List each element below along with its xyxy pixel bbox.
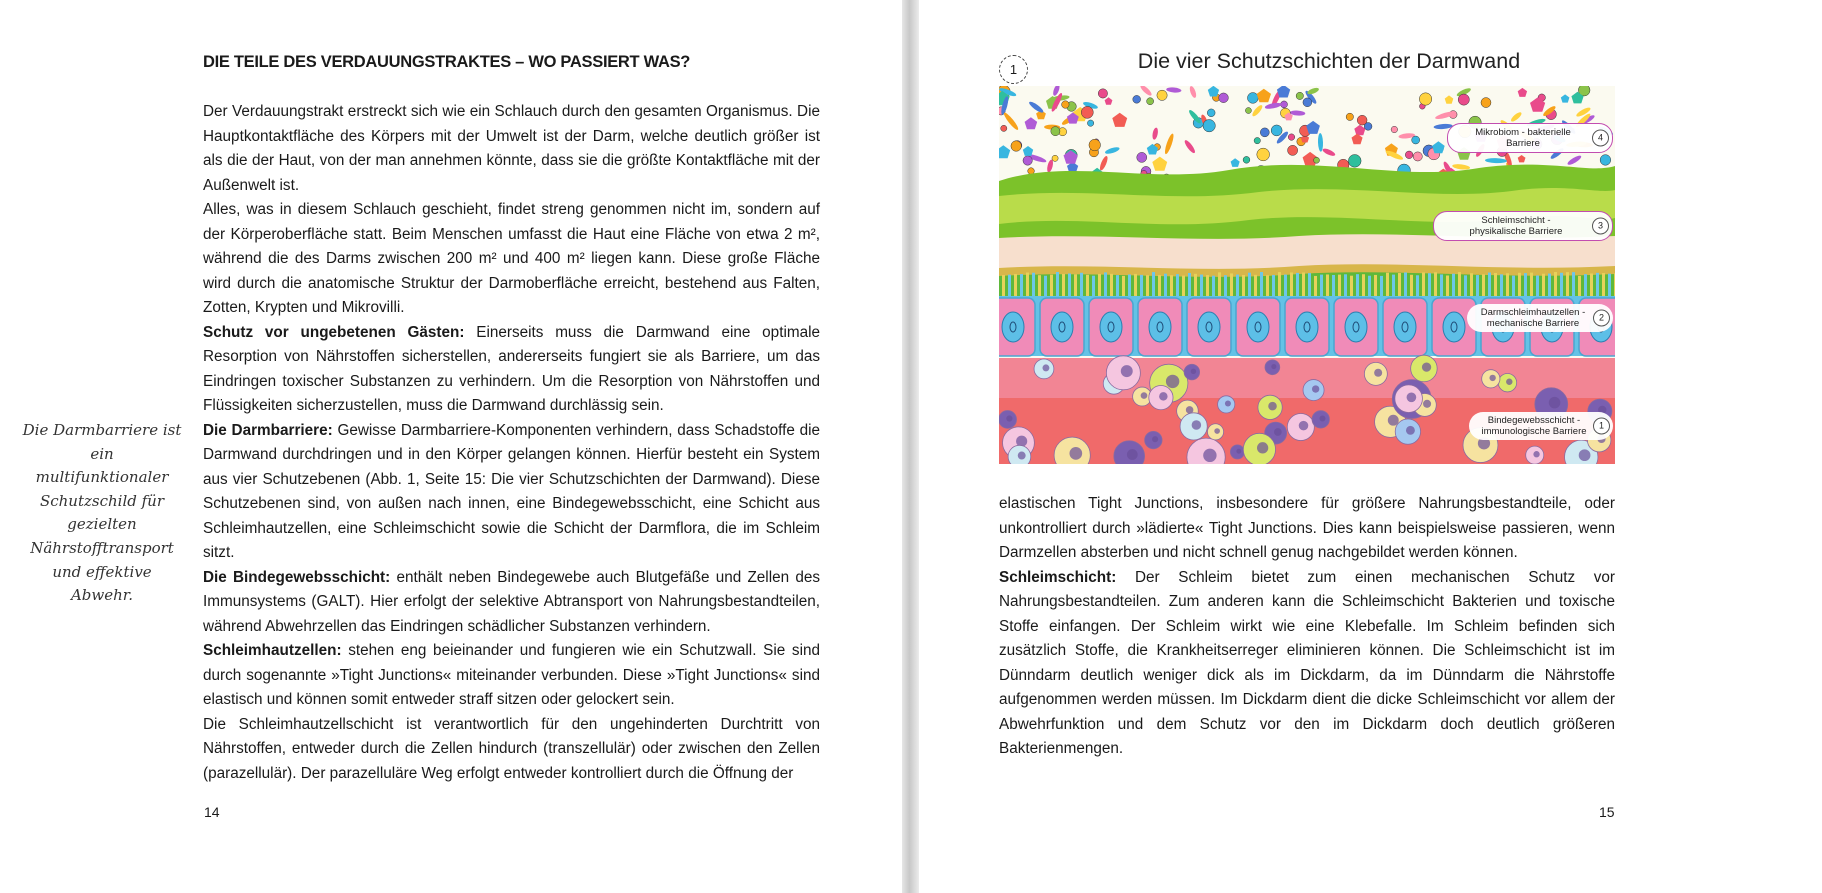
immune-cell-nucleus bbox=[1166, 375, 1179, 388]
paragraph-surface: Alles, was in diesem Schlauch geschieht, findet streng genommen nicht im, sondern auf der Körperoberfläche statt. Beim Menschen umfasst die Haut eine Fläche von etwa 2 m², während die des Darms zwischen 200 m² und 400 m² liegen kann. Diese große Fläche wird durch die anatomische Struktur der Darmoberfläche erreicht, bestehend aus Falten, Zotten, Krypten und Mikrovilli. bbox=[203, 201, 820, 316]
microvillus bbox=[1188, 273, 1191, 299]
bacterium-coccus bbox=[1245, 108, 1251, 114]
microvillus bbox=[1506, 273, 1509, 299]
bacterium-coccus bbox=[1346, 113, 1353, 120]
label-microbiome bbox=[1447, 123, 1613, 153]
bacterium-coccus bbox=[1081, 106, 1093, 118]
immune-cell-nucleus bbox=[1422, 362, 1431, 371]
label-mucosa-cells bbox=[1467, 304, 1613, 332]
bacterium-coccus bbox=[1413, 152, 1422, 161]
label-mucosa-line2: mechanische Barriere bbox=[1486, 318, 1580, 329]
microvillus bbox=[1290, 272, 1293, 298]
immune-cell-nucleus bbox=[1121, 365, 1133, 377]
immune-cell-nucleus bbox=[1203, 449, 1216, 462]
label-mucus-line2: physikalische Barriere bbox=[1469, 226, 1563, 237]
paragraph-mucosa-cells-text: stehen eng beieinander und fungieren wie ein Schutzwall. Sie sind durch sogenannte »Tight Junctions« miteinander verbunden. Diese »Tight Junctions« sind elastisch und können somit entweder straff sitzen oder gelockert sein. bbox=[203, 642, 820, 708]
microvillus bbox=[1194, 274, 1197, 300]
paragraph-mucosa-cells-lead: Schleimhautzellen: bbox=[203, 642, 342, 659]
microvillus bbox=[1494, 273, 1497, 299]
label-microbiome-number: 4 bbox=[1592, 130, 1609, 147]
microvillus bbox=[1554, 272, 1557, 298]
right-page bbox=[919, 0, 1822, 893]
paragraph-barrier bbox=[203, 419, 820, 566]
microvillus bbox=[1152, 272, 1155, 298]
figure-title: Die vier Schutzschichten der Darmwand bbox=[1137, 49, 1521, 73]
right-body-text bbox=[999, 492, 1615, 762]
margin-note: Die Darmbarriere ist ein multifunktionaler Schutzschild für gezielten Nährstofftransport und effektive Abwehr. bbox=[22, 421, 182, 605]
bacterium-coccus bbox=[1219, 93, 1229, 103]
microvillus bbox=[1032, 273, 1035, 299]
label-tissue-line1: Bindegewebsschicht - bbox=[1487, 415, 1581, 426]
immune-cell-nucleus bbox=[1274, 428, 1282, 436]
paragraph-intro: Der Verdauungstrakt erstreckt sich wie ein Schlauch durch den gesamten Organismus. Die Hauptkontaktfläche des Körpers mit der Umwelt ist der Darm, welche deutlich größer ist als die der Haut, von der man annehmen könnte, dass sie die größte Kontaktfläche mit der Außenwelt ist. bbox=[203, 103, 820, 194]
immune-cell-nucleus bbox=[1388, 415, 1399, 426]
bacterium-coccus bbox=[1001, 125, 1007, 131]
immune-cell-nucleus bbox=[1268, 402, 1277, 411]
bacterium-coccus bbox=[1011, 141, 1022, 152]
label-mucus-line1: Schleimschicht - bbox=[1481, 215, 1551, 226]
bacterium-coccus bbox=[1296, 92, 1303, 99]
bacterium-coccus bbox=[1419, 93, 1431, 105]
microvillus bbox=[1278, 272, 1281, 298]
immune-cell-nucleus bbox=[1236, 449, 1241, 454]
cell-nucleus bbox=[1296, 312, 1318, 342]
cell-nucleus bbox=[1002, 312, 1024, 342]
microvillus bbox=[1080, 273, 1083, 299]
bacterium-coccus bbox=[1137, 152, 1147, 162]
paragraph-connective-tissue bbox=[203, 566, 820, 640]
bacterium-coccus bbox=[1405, 151, 1413, 159]
paragraph-connective-tissue-text: enthält neben Bindegewebe auch Blutgefäße und Zellen des Immunsystems (GALT). Hier erfolgt der selektive Abtransport von Nahrungsbestandteilen, während Abwehrzellen das Eindringen schädlicher Substanzen verhindern. bbox=[203, 568, 820, 635]
microvillus bbox=[1218, 272, 1221, 298]
bacterium-coccus bbox=[1288, 145, 1298, 155]
microvillus bbox=[1590, 273, 1593, 299]
microvillus bbox=[1104, 272, 1107, 298]
label-mucus-layer bbox=[1433, 211, 1613, 241]
label-connective-tissue bbox=[1469, 412, 1613, 440]
paragraph-protection-text: Einerseits muss die Darmwand eine optimale Resorption von Nährstoffen sicherstellen, andererseits fungiert sie als Barriere, um das Eindringen toxischer Substanzen zu verhindern. Um die Resorption von Nährstoffen und Flüssigkeiten sicherzustellen, muss die Darmwand durchlässig sein. bbox=[203, 323, 820, 414]
bacterium-coccus bbox=[1098, 89, 1107, 98]
immune-cell-nucleus bbox=[1579, 449, 1591, 461]
paragraph-barrier-text: Gewisse Darmbarriere-Komponenten verhindern, dass Schadstoffe die Darmwand durchdringen und in den Körper gelangen können. Hierfür besteht ein System aus vier Schutzebenen (Abb. 1, Seite 15: Die vier Schutzschichten der Darmwand). Diese Schutzebenen sind, von außen nach innen, eine Bindegewebsschicht, eine Schicht aus Schleimhautzellen, eine Schleimschicht sowie die Schicht der Darmflora, die im Schleim sitzt. bbox=[203, 421, 820, 561]
microvillus bbox=[1560, 273, 1563, 299]
microvillus bbox=[1452, 274, 1455, 300]
immune-cell-nucleus bbox=[1407, 392, 1417, 402]
paragraph-mucosa-cells bbox=[203, 639, 820, 713]
bacterium-coccus bbox=[1243, 156, 1250, 163]
book-gutter bbox=[902, 0, 919, 893]
bacterium-coccus bbox=[1281, 101, 1288, 108]
bacterium-coccus bbox=[1157, 90, 1167, 100]
microvillus bbox=[1434, 272, 1437, 298]
microvillus bbox=[1458, 272, 1461, 298]
immune-cell-nucleus bbox=[1489, 375, 1495, 381]
microvillus bbox=[1488, 273, 1491, 299]
immune-cell-nucleus bbox=[1319, 415, 1325, 421]
immune-cell-nucleus bbox=[1312, 385, 1319, 392]
immune-cell-nucleus bbox=[1214, 428, 1220, 434]
immune-cell-nucleus bbox=[1374, 369, 1382, 377]
page-number-right: 15 bbox=[1599, 804, 1615, 820]
microvillus bbox=[1164, 274, 1167, 300]
paragraph-transport: Die Schleimhautzellschicht ist verantwortlich für den ungehinderten Durchtritt von Nährstoffen, entweder durch die Zellen hindurch (transzellulär) oder zwischen den Zellen (parazellulär). Der parazelluläre Weg erfolgt entweder kontrolliert durch die Öffnung der bbox=[203, 715, 820, 782]
bacterium-coccus bbox=[1052, 155, 1058, 161]
bacterium-coccus bbox=[1600, 155, 1611, 166]
paragraph-protection-lead: Schutz vor ungebetenen Gästen: bbox=[203, 323, 465, 341]
immune-cell-nucleus bbox=[1423, 400, 1431, 408]
bacterium-coccus bbox=[1089, 139, 1101, 151]
bacterium-coccus bbox=[1260, 128, 1269, 137]
bacterium-coccus bbox=[1348, 154, 1361, 167]
paragraph-protection bbox=[203, 321, 820, 419]
intestinal-wall-figure bbox=[999, 86, 1615, 464]
bacterium-coccus bbox=[1357, 115, 1367, 125]
paragraph-connective-tissue-lead: Die Bindegewebsschicht: bbox=[203, 568, 391, 586]
bacterium-coccus bbox=[1314, 157, 1320, 163]
bacterium-coccus bbox=[1254, 137, 1260, 143]
microvillus bbox=[1248, 273, 1251, 299]
paragraph-barrier-lead: Die Darmbarriere: bbox=[203, 421, 333, 439]
microvillus bbox=[1548, 274, 1551, 300]
microvillus bbox=[1566, 272, 1569, 298]
bacterium-coccus bbox=[1271, 125, 1282, 136]
microvillus bbox=[1386, 273, 1389, 299]
bacterium-coccus bbox=[1133, 95, 1141, 103]
microvillus bbox=[1602, 273, 1605, 299]
cell-nucleus bbox=[1198, 312, 1220, 342]
paragraph-tight-junctions: elastischen Tight Junctions, insbesondere für größere Nahrungsbestandteile, oder unkontrolliert durch »lädierte« Tight Junctions. Dies kann beispielsweise passieren, wenn Darmzellen absterben und nicht schnell genug nachgebildet werden können. bbox=[999, 495, 1615, 561]
immune-cell-nucleus bbox=[1042, 364, 1049, 371]
microvillus bbox=[1572, 272, 1575, 298]
immune-cell-nucleus bbox=[1533, 451, 1539, 457]
microvillus bbox=[1110, 274, 1113, 300]
microvillus bbox=[1398, 273, 1401, 299]
microvillus bbox=[1596, 273, 1599, 299]
bacterium-coccus bbox=[1203, 120, 1215, 132]
bacterium-coccus bbox=[1481, 98, 1491, 108]
microvillus bbox=[1518, 273, 1521, 299]
paragraph-mucus-lead: Schleimschicht: bbox=[999, 568, 1117, 586]
microvillus bbox=[1068, 273, 1071, 299]
cell-nucleus bbox=[1394, 312, 1416, 342]
label-tissue-line2: immunologische Barriere bbox=[1481, 426, 1587, 437]
bacterium-coccus bbox=[1147, 98, 1154, 105]
section-heading: DIE TEILE DES VERDAUUNGSTRAKTES – WO PASSIERT WAS? bbox=[203, 53, 691, 71]
microvillus bbox=[1404, 272, 1407, 298]
bacterium-coccus bbox=[1257, 148, 1270, 161]
immune-cell-nucleus bbox=[1225, 401, 1231, 407]
cell-nucleus bbox=[1149, 312, 1171, 342]
microvillus bbox=[1524, 273, 1527, 299]
paragraph-mucus bbox=[999, 566, 1615, 762]
bacterium-coccus bbox=[1391, 126, 1397, 132]
left-body-text bbox=[203, 100, 820, 786]
cell-nucleus bbox=[1247, 312, 1269, 342]
bacterium-coccus bbox=[1207, 109, 1215, 117]
bacterium-coccus bbox=[1062, 101, 1070, 109]
bacterium-coccus bbox=[1303, 98, 1312, 107]
microvillus bbox=[1470, 273, 1473, 299]
immune-cell-nucleus bbox=[1006, 415, 1012, 421]
bacterium-coccus bbox=[1288, 134, 1294, 140]
immune-cell-nucleus bbox=[1069, 447, 1082, 460]
immune-cell-nucleus bbox=[1152, 436, 1158, 442]
microvillus bbox=[1260, 272, 1263, 298]
microvillus bbox=[1056, 272, 1059, 298]
microvillus bbox=[1302, 272, 1305, 298]
microvillus bbox=[1614, 273, 1615, 299]
immune-cell-nucleus bbox=[1018, 452, 1026, 460]
immune-cell-nucleus bbox=[1271, 364, 1276, 369]
figure-number-badge: 1 bbox=[999, 55, 1028, 84]
bacterium-coccus bbox=[1087, 120, 1093, 126]
bacterium-coccus bbox=[1458, 94, 1469, 105]
microvillus bbox=[1026, 273, 1029, 299]
microvillus bbox=[1608, 274, 1611, 300]
microvillus bbox=[1428, 273, 1431, 299]
label-mucus-number: 3 bbox=[1592, 218, 1609, 235]
immune-cell-nucleus bbox=[1506, 379, 1512, 385]
immune-cell-nucleus bbox=[1257, 442, 1268, 453]
microvillus bbox=[1230, 273, 1233, 299]
immune-cell-nucleus bbox=[1127, 449, 1138, 460]
label-mucosa-line1: Darmschleimhautzellen - bbox=[1480, 307, 1586, 318]
page-number-left: 14 bbox=[204, 804, 220, 820]
bacterium-coccus bbox=[1023, 156, 1032, 165]
microvillus bbox=[1308, 273, 1311, 299]
cell-nucleus bbox=[1345, 312, 1367, 342]
cell-nucleus bbox=[1051, 312, 1073, 342]
microvillus bbox=[1422, 272, 1425, 298]
cell-nucleus bbox=[1443, 312, 1465, 342]
label-mucosa-number: 2 bbox=[1593, 310, 1610, 327]
immune-cell-nucleus bbox=[1192, 420, 1202, 430]
bacterium-coccus bbox=[1051, 127, 1060, 136]
immune-cell-nucleus bbox=[1141, 392, 1148, 399]
paragraph-mucus-text: Der Schleim bietet zum einen mechanischen Schutz vor Nahrungsbestandteilen. Zum anderen kann die Schleimschicht Bakterien und toxische Stoffe einfangen. Der Schleim wirkt wie eine Klebefalle. Im Schleim befinden sich zusätzlich Stoffe, die Krankheitserreger eliminieren können. Die Schleimschicht ist im Dünndarm deutlich weniger dick als im Dickdarm, da im Dünndarm die Nährstoffe aufgenommen werden müssen. Im Dickdarm dient die dicke Schleimschicht vor allem der Abwehrfunktion und dem Schutz vor den im Dickdarm doch deutlich größeren Bakterienmengen. bbox=[999, 568, 1615, 757]
left-page bbox=[0, 0, 902, 893]
microvillus bbox=[1296, 273, 1299, 299]
cell-nucleus bbox=[1100, 312, 1122, 342]
microvillus bbox=[1542, 274, 1545, 300]
immune-cell-nucleus bbox=[1299, 421, 1308, 430]
immune-cell-nucleus bbox=[1406, 426, 1415, 435]
immune-cell-nucleus bbox=[1159, 392, 1167, 400]
microvillus bbox=[1530, 273, 1533, 299]
label-tissue-number: 1 bbox=[1593, 418, 1610, 435]
immune-cell-nucleus bbox=[1549, 397, 1561, 409]
bacterium-coccus bbox=[1412, 136, 1420, 144]
bacterium-coccus bbox=[1247, 93, 1258, 104]
label-microbiome-text: Mikrobiom - bakterielle Barriere bbox=[1475, 127, 1571, 149]
immune-cell-nucleus bbox=[1191, 369, 1196, 374]
